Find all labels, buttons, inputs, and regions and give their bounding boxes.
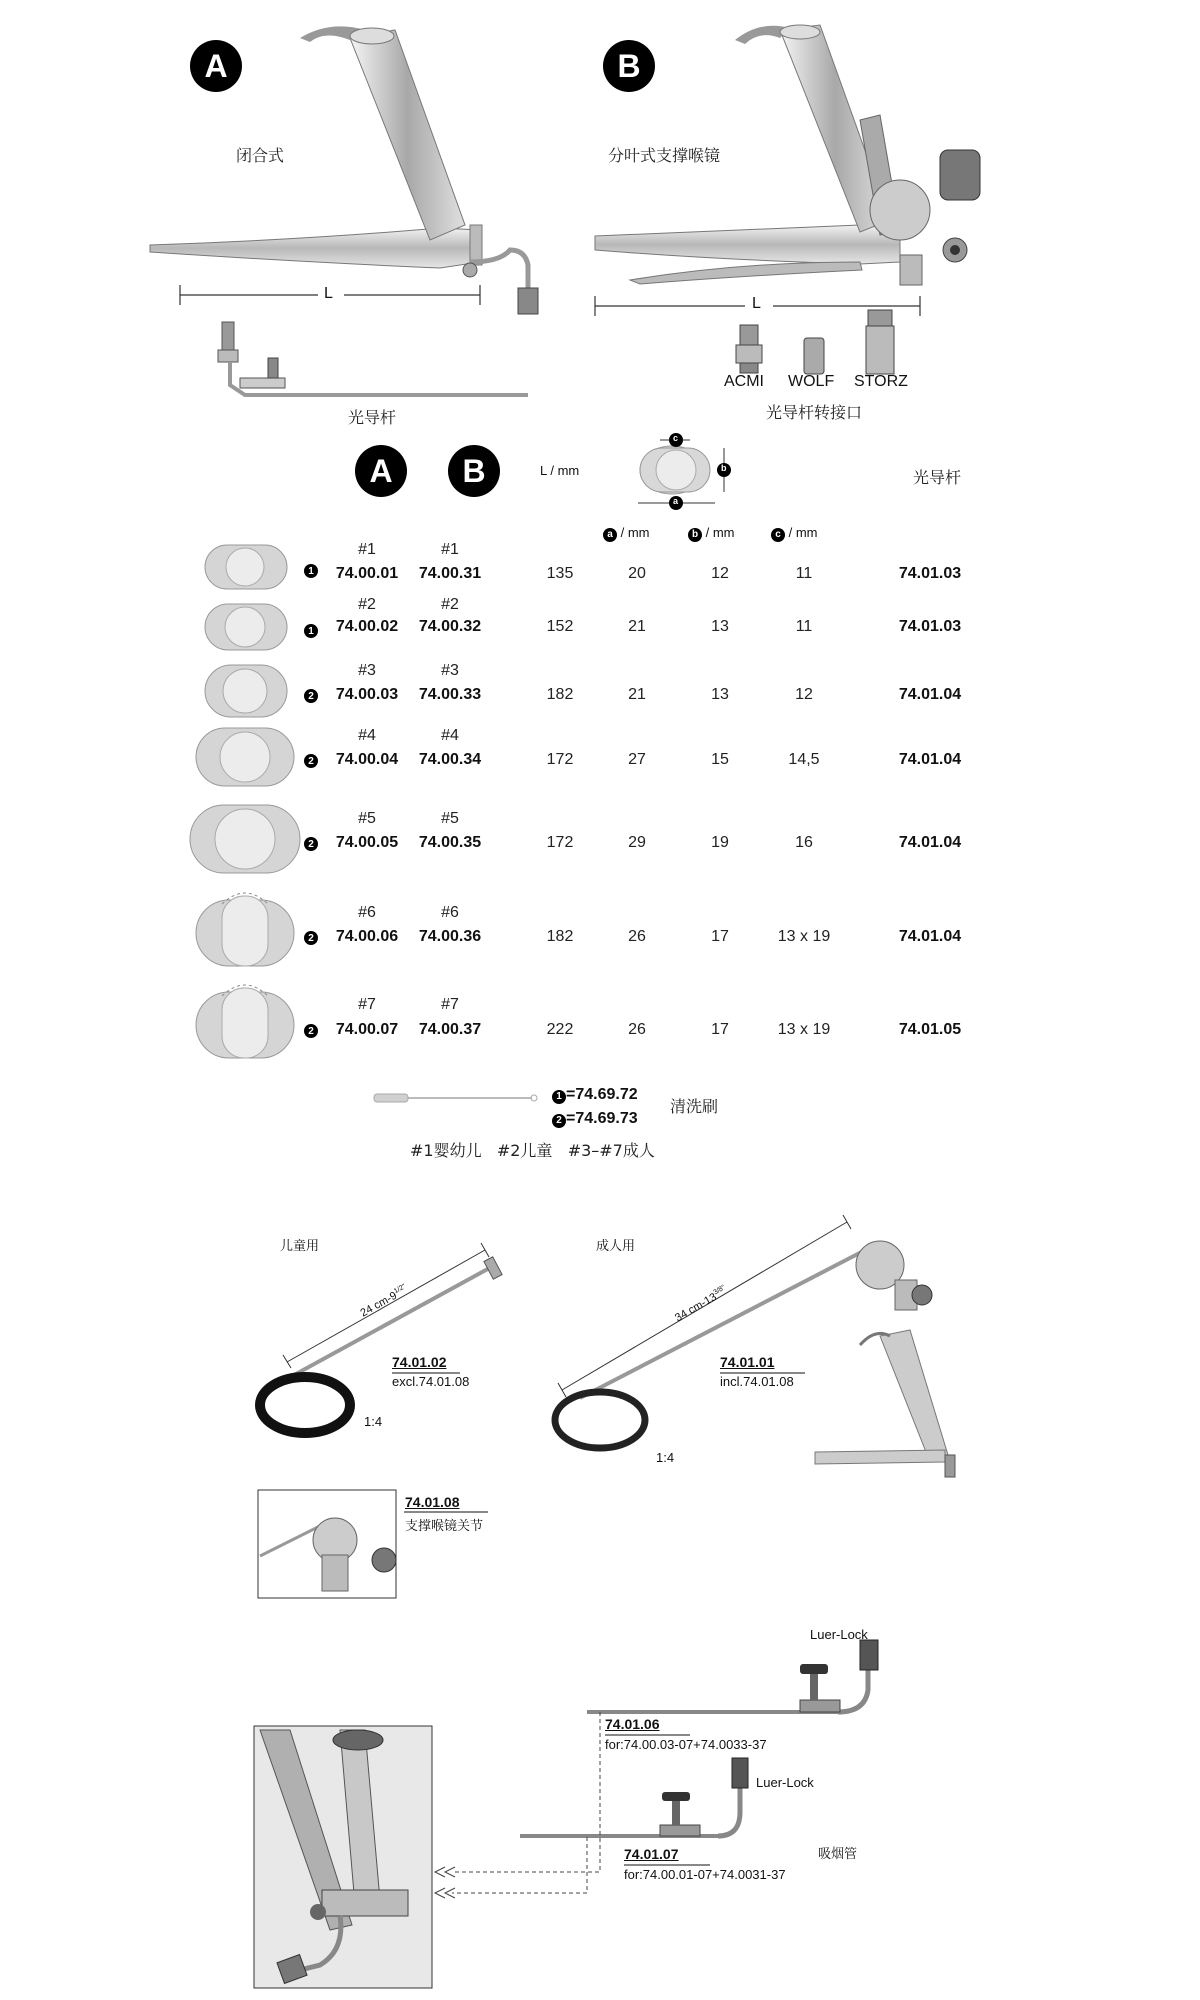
adapter-wolf-label: WOLF — [788, 373, 835, 390]
code-b: 74.00.35 — [418, 834, 482, 851]
brush-code-2-value: =74.69.73 — [566, 1110, 638, 1127]
code-b: 74.00.33 — [418, 686, 482, 703]
adapter-label: 光导杆转接口 — [766, 403, 863, 422]
size-label-b: #6 — [441, 904, 459, 921]
brush-marker: 1 — [304, 624, 318, 638]
brush-marker: 2 — [304, 1024, 318, 1038]
label-closed-type: 闭合式 — [236, 146, 285, 165]
c-value: 13 x 19 — [777, 1021, 831, 1038]
size-label-a: #5 — [358, 810, 376, 827]
joint-label: 支撑喉镜关节 — [405, 1518, 484, 1533]
table-header-a: A — [355, 445, 407, 497]
suction-bottom-code: 74.01.07 — [624, 1846, 679, 1862]
length-value: 172 — [546, 751, 574, 768]
size-label-b: #4 — [441, 727, 459, 744]
code-a: 74.00.07 — [335, 1021, 399, 1038]
rod-code: 74.01.04 — [898, 928, 962, 945]
size-label-a: #3 — [358, 662, 376, 679]
length-value: 222 — [546, 1021, 574, 1038]
suction-bottom-for: for:74.00.01-07+74.0031-37 — [624, 1867, 786, 1882]
diagram-letter-c: c — [673, 433, 679, 443]
a-value: 21 — [628, 686, 646, 703]
adapter-acmi-label: ACMI — [724, 373, 764, 390]
adult-holder-code: 74.01.01 — [720, 1354, 775, 1370]
luer-lock-bottom-label: Luer-Lock — [756, 1775, 814, 1790]
rod-code: 74.01.04 — [898, 686, 962, 703]
luer-lock-top-label: Luer-Lock — [810, 1627, 868, 1642]
rod-code: 74.01.04 — [898, 834, 962, 851]
code-a: 74.00.02 — [335, 618, 399, 635]
size-label-b: #3 — [441, 662, 459, 679]
a-value: 20 — [628, 565, 646, 582]
b-value: 13 — [711, 686, 729, 703]
a-value: 27 — [628, 751, 646, 768]
size-label-a: #7 — [358, 996, 376, 1013]
rod-code: 74.01.03 — [898, 618, 962, 635]
joint-code: 74.01.08 — [405, 1494, 460, 1510]
length-value: 135 — [546, 565, 574, 582]
a-value: 26 — [628, 1021, 646, 1038]
col-b-dot: b — [688, 528, 702, 542]
col-a-dot: a — [603, 528, 617, 542]
adult-scale: 1:4 — [656, 1450, 675, 1465]
adult-length-fraction: 3/8" — [712, 1284, 727, 1297]
length-value: 152 — [546, 618, 574, 635]
col-rod-header: 光导杆 — [913, 468, 962, 487]
rod-code: 74.01.04 — [898, 751, 962, 768]
rod-code: 74.01.03 — [898, 565, 962, 582]
brush-marker: 2 — [304, 754, 318, 768]
length-symbol-b: L — [752, 295, 761, 312]
b-value: 13 — [711, 618, 729, 635]
suction-tube-bottom-illustration — [520, 1758, 748, 1836]
diagram-letter-a: a — [673, 496, 679, 506]
brush-marker: 2 — [304, 689, 318, 703]
adult-holder-note: incl.74.01.08 — [720, 1374, 794, 1389]
b-value: 15 — [711, 751, 729, 768]
col-c-unit: / mm — [788, 525, 818, 540]
size-label-a: #6 — [358, 904, 376, 921]
c-value: 11 — [795, 618, 813, 635]
light-rod-label: 光导杆 — [348, 408, 397, 427]
suction-label: 吸烟管 — [818, 1846, 858, 1861]
child-scale: 1:4 — [364, 1414, 383, 1429]
size-label-b: #7 — [441, 996, 459, 1013]
size-label-b: #1 — [441, 541, 459, 558]
brush-code-1-value: =74.69.72 — [566, 1086, 638, 1103]
suction-top-for: for:74.00.03-07+74.0033-37 — [605, 1737, 767, 1752]
c-value: 12 — [795, 686, 813, 703]
code-a: 74.00.03 — [335, 686, 399, 703]
code-b: 74.00.31 — [418, 565, 482, 582]
a-value: 21 — [628, 618, 646, 635]
c-value: 13 x 19 — [777, 928, 831, 945]
code-b: 74.00.34 — [418, 751, 482, 768]
badge-a: A — [190, 40, 242, 92]
diagram-letter-b: b — [721, 463, 727, 473]
size-label-b: #5 — [441, 810, 459, 827]
size-label-a: #1 — [358, 541, 376, 558]
code-a: 74.00.05 — [335, 834, 399, 851]
col-b-unit: / mm — [705, 525, 735, 540]
code-b: 74.00.36 — [418, 928, 482, 945]
b-value: 12 — [711, 565, 729, 582]
size-label-a: #2 — [358, 596, 376, 613]
brush-marker: 2 — [304, 837, 318, 851]
code-a: 74.00.04 — [335, 751, 399, 768]
rod-code: 74.01.05 — [898, 1021, 962, 1038]
brush-2-marker: 2 — [552, 1114, 566, 1128]
b-value: 17 — [711, 1021, 729, 1038]
col-c-dot: c — [771, 528, 785, 542]
suction-top-code: 74.01.06 — [605, 1716, 660, 1732]
b-value: 17 — [711, 928, 729, 945]
child-length-value: 24 cm-9 — [358, 1289, 400, 1320]
brush-1-marker: 1 — [552, 1090, 566, 1104]
child-length-fraction: 1/2" — [392, 1283, 408, 1296]
c-value: 14,5 — [788, 751, 820, 768]
brush-label: 清洗刷 — [670, 1097, 719, 1116]
length-value: 172 — [546, 834, 574, 851]
label-split-type: 分叶式支撑喉镜 — [608, 146, 721, 165]
adult-holder-label: 成人用 — [596, 1238, 636, 1253]
badge-b: B — [603, 40, 655, 92]
child-holder-label: 儿童用 — [280, 1238, 320, 1253]
length-value: 182 — [546, 928, 574, 945]
size-legend: #1婴幼儿 #2儿童 #3–#7成人 — [410, 1141, 655, 1160]
child-holder-note: excl.74.01.08 — [392, 1374, 470, 1389]
length-symbol-a: L — [324, 285, 333, 302]
code-b: 74.00.37 — [418, 1021, 482, 1038]
a-value: 26 — [628, 928, 646, 945]
brush-marker: 2 — [304, 931, 318, 945]
code-a: 74.00.01 — [335, 565, 399, 582]
a-value: 29 — [628, 834, 646, 851]
col-a-unit: / mm — [620, 525, 650, 540]
b-value: 19 — [711, 834, 729, 851]
c-value: 11 — [795, 565, 813, 582]
c-value: 16 — [795, 834, 813, 851]
code-b: 74.00.32 — [418, 618, 482, 635]
child-holder-code: 74.01.02 — [392, 1354, 447, 1370]
col-length-header: L / mm — [540, 463, 580, 478]
suction-tube-top-illustration — [587, 1640, 878, 1712]
size-label-b: #2 — [441, 596, 459, 613]
size-label-a: #4 — [358, 727, 376, 744]
length-value: 182 — [546, 686, 574, 703]
code-a: 74.00.06 — [335, 928, 399, 945]
adapter-storz-label: STORZ — [854, 373, 908, 390]
table-header-b: B — [448, 445, 500, 497]
brush-marker: 1 — [304, 564, 318, 578]
adult-length-value: 34 cm-13 — [673, 1291, 719, 1325]
